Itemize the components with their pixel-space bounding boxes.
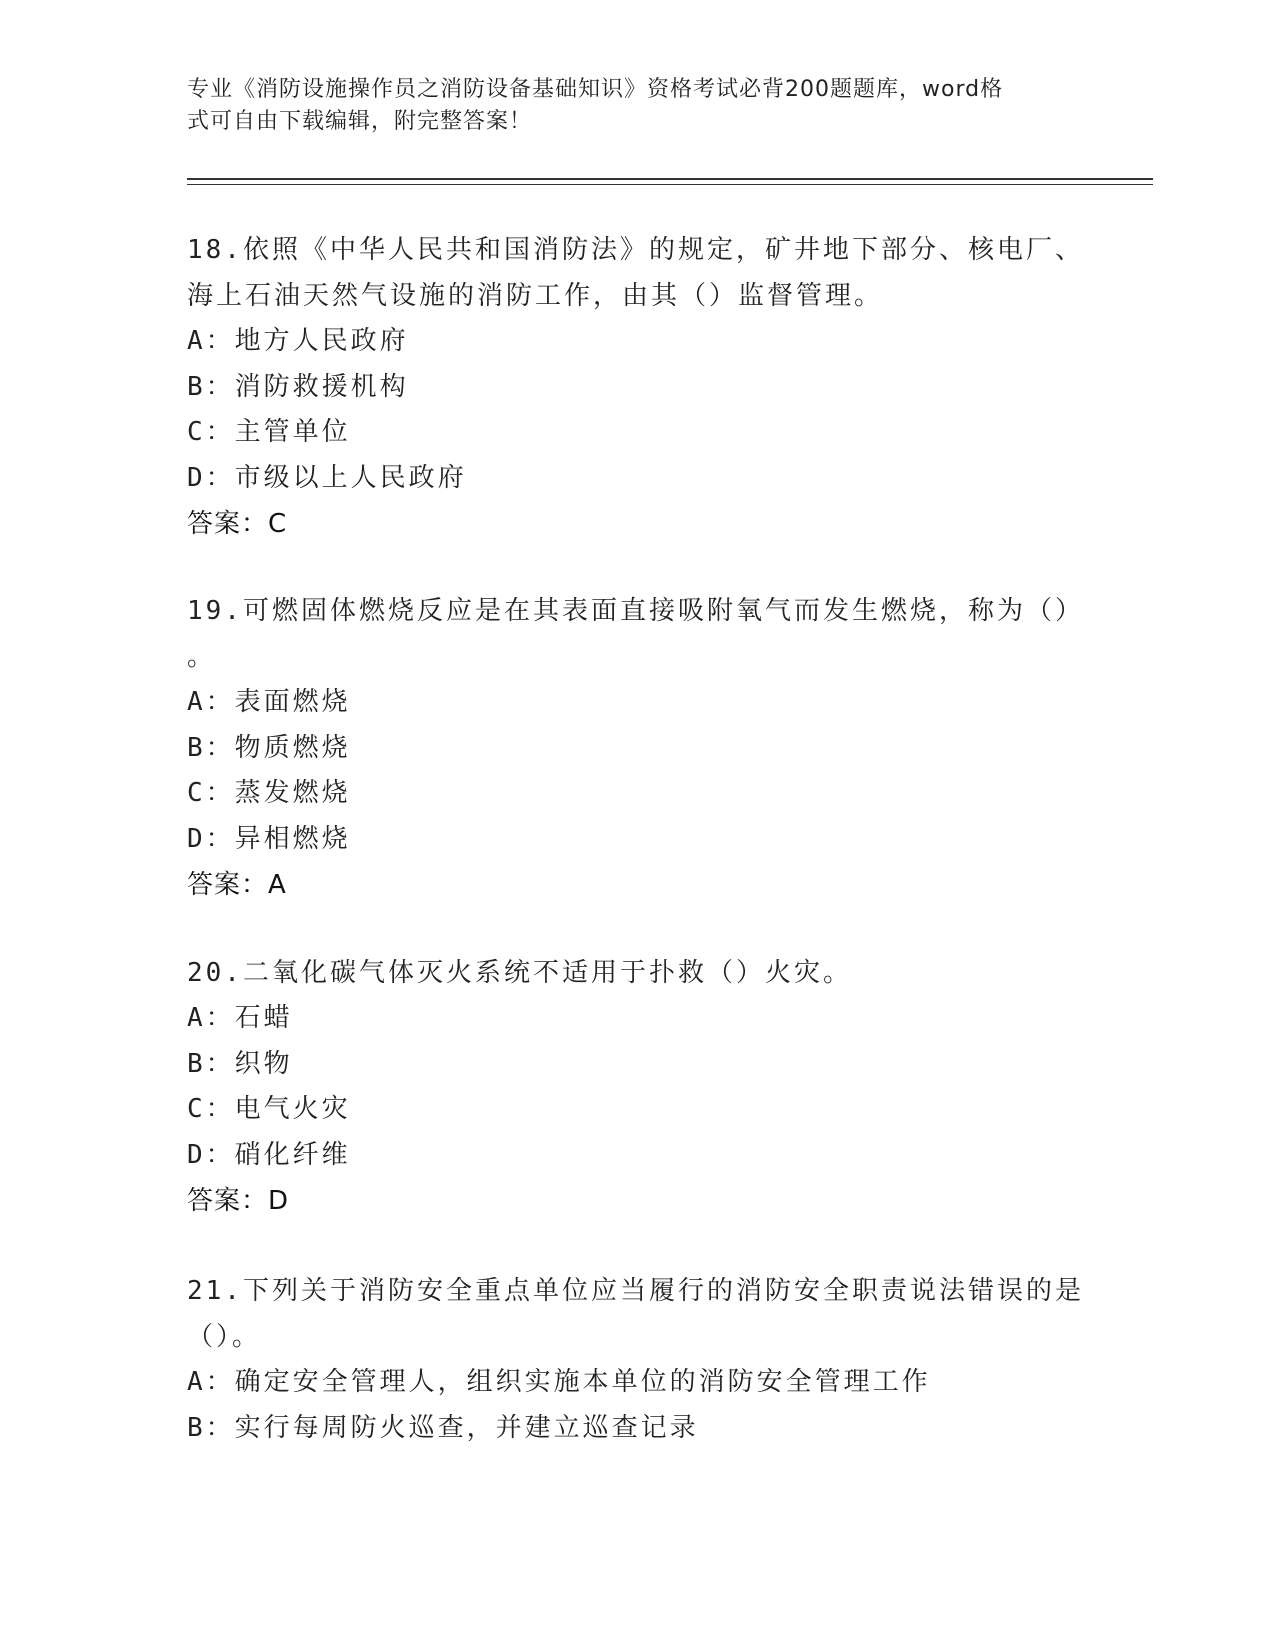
header-line-1: 专业《消防设施操作员之消防设备基础知识》资格考试必背200题题库，word格 — [187, 77, 1004, 102]
question-stem — [187, 950, 1087, 996]
question-18 — [187, 227, 1087, 547]
question-stem — [187, 227, 1087, 319]
option-b: B：消防救援机构 — [187, 371, 409, 402]
option-b: B：物质燃烧 — [187, 732, 351, 763]
question-stem — [187, 588, 1087, 680]
header-line-2: 式可自由下载编辑，附完整答案！ — [187, 109, 533, 134]
stem-line: 21.下列关于消防安全重点单位应当履行的消防安全职责说法错误的是 — [187, 1276, 1084, 1306]
option-a: A：地方人民政府 — [187, 326, 409, 356]
option-d: D：市级以上人民政府 — [187, 462, 467, 493]
question-21 — [187, 1268, 1087, 1451]
option-d: D：异相燃烧 — [187, 823, 351, 854]
option-a: A：表面燃烧 — [187, 687, 351, 717]
option-c: C：电气火灾 — [187, 1094, 351, 1124]
option-d: D：硝化纤维 — [187, 1139, 351, 1170]
option-b: B：实行每周防火巡查，并建立巡查记录 — [187, 1412, 699, 1443]
question-stem — [187, 1268, 1087, 1360]
stem-line: 18.依照《中华人民共和国消防法》的规定，矿井地下部分、核电厂、 — [187, 235, 1084, 265]
option-c: C：蒸发燃烧 — [187, 778, 351, 808]
stem-line: 19.可燃固体燃烧反应是在其表面直接吸附氧气而发生燃烧，称为（） — [187, 596, 1084, 626]
stem-line: 20.二氧化碳气体灭火系统不适用于扑救（）火灾。 — [187, 958, 852, 988]
document-header — [187, 74, 1067, 138]
option-b: B：织物 — [187, 1048, 293, 1079]
question-20 — [187, 950, 1087, 1224]
header-divider-thin — [187, 184, 1153, 185]
question-19 — [187, 588, 1087, 908]
option-a: A：石蜡 — [187, 1003, 293, 1033]
answer: 答案：C — [187, 509, 288, 539]
stem-line: 海上石油天然气设施的消防工作，由其（）监督管理。 — [187, 281, 884, 311]
header-divider-thick — [187, 178, 1153, 180]
stem-line: （）。 — [187, 1322, 262, 1352]
answer: 答案：A — [187, 870, 287, 900]
answer: 答案：D — [187, 1186, 290, 1216]
option-a: A：确定安全管理人，组织实施本单位的消防安全管理工作 — [187, 1367, 931, 1397]
option-c: C：主管单位 — [187, 417, 351, 447]
stem-line: 。 — [187, 642, 217, 672]
